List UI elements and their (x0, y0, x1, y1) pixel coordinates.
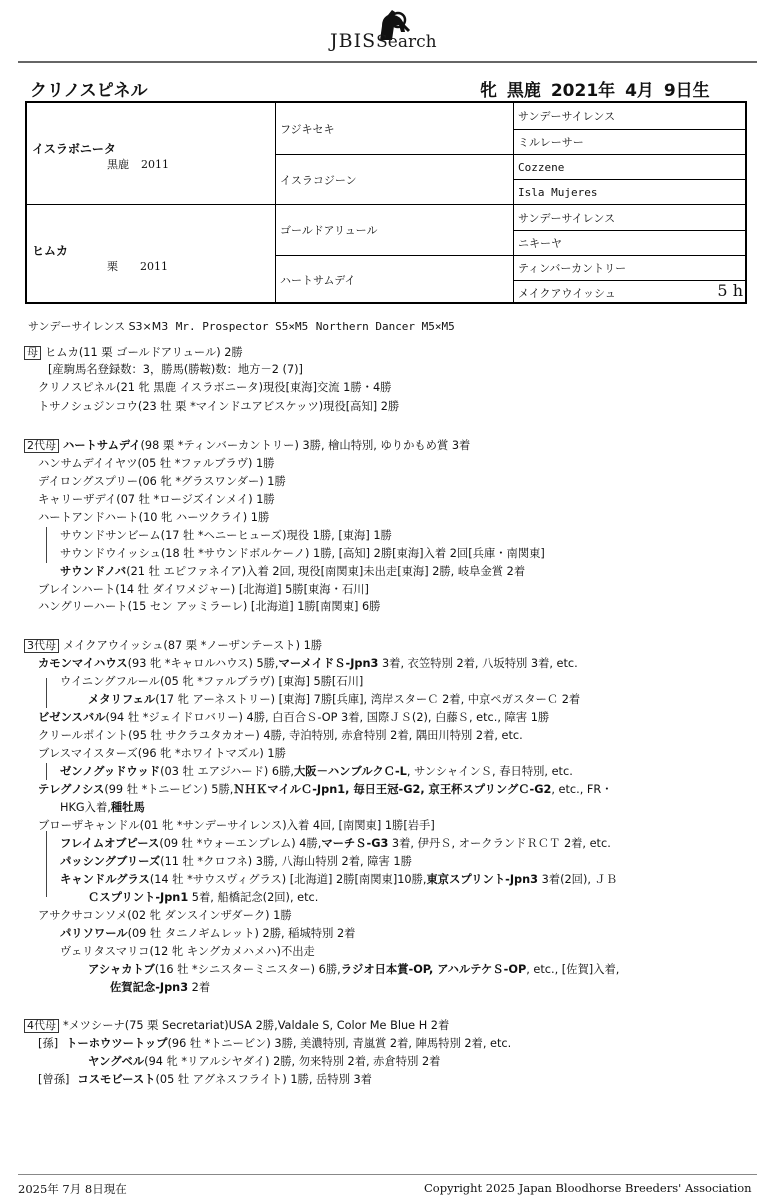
sire-year: 2011 (141, 158, 169, 171)
header-rule (18, 61, 757, 63)
family-line (60, 836, 611, 851)
ped-col2-cell[interactable] (275, 255, 513, 304)
horse-entry-name[interactable]: テレグノシス (38, 783, 105, 796)
entry-detail: 3着, 伊丹Ｓ, オークランドＲＣＴ 2着, etc. (388, 837, 611, 850)
ped-col2-cell[interactable] (275, 103, 513, 154)
family-line (38, 1072, 372, 1087)
family-line (60, 872, 617, 887)
entry-detail: (09 牡 タニノギムレット) 2勝, 稲城特別 2着 (127, 927, 356, 940)
ped-col3-name: Cozzene (518, 160, 565, 174)
ped-col3-name: Isla Mujeres (518, 185, 598, 199)
family-line (88, 890, 318, 905)
family-line (48, 362, 303, 377)
entry-detail: (94 牡 *ジェイドロバリー) 4勝, 白百合Ｓ-OP 3着, 国際ＪＳ(2), 白藤Ｓ, etc., 障害 1勝 (105, 711, 550, 724)
dam-color-year (107, 258, 168, 274)
family-line (60, 564, 525, 579)
logo-search-text: Search (376, 32, 437, 52)
dam-cell (27, 204, 275, 304)
horse-info: 牝 黒鹿 2021年 4月 9日生 (480, 81, 710, 101)
entry-detail: (17 牝 アーネストリー) [東海] 7勝[兵庫], 湾岸スターＣ 2着, 中京ペガスターＣ 2着 (155, 693, 581, 706)
entry-detail: , サンシャインＳ, 春日特別, etc. (406, 765, 573, 778)
pedigree-table (25, 101, 747, 304)
sire-cell (27, 103, 275, 204)
family-line (60, 764, 573, 779)
race-record: ラジオ日本賞-OP, アハルテケＳ-OP (340, 963, 527, 976)
family-line (38, 656, 578, 671)
generation-tag: 母 (24, 346, 41, 360)
dam-year: 2011 (140, 260, 168, 273)
horse-entry-name[interactable]: キャリーザデイ(07 牡 *ロージズインメイ) 1勝 (38, 493, 275, 506)
horse-entry-name[interactable]: デイロングスプリー(06 牝 *グラスワンダー) 1勝 (38, 475, 286, 488)
ped-col3-cell[interactable] (513, 103, 747, 129)
horse-entry-name[interactable]: サウンドサンビーム(17 牡 *ヘニーヒューズ)現役 1勝, [東海] 1勝 (60, 529, 392, 542)
horse-entry-name[interactable]: ハートアンドハート(10 牝 ハーツクライ) 1勝 (38, 511, 270, 524)
ped-col2-name: フジキセキ (280, 122, 335, 136)
race-record: ＮＨＫマイルＣ-Jpn1, 毎日王冠-G2, 京王杯スプリングＣ-G2 (233, 783, 552, 796)
ped-col2-cell[interactable] (275, 154, 513, 204)
entry-detail: (11 牡 *クロフネ) 3勝, 八海山特別 2着, 障害 1勝 (160, 855, 412, 868)
horse-entry-name[interactable]: フレイムオブピース (60, 837, 160, 850)
dam-name[interactable]: ヒムカ (32, 244, 69, 258)
horse-entry-name[interactable]: Ｃスプリント-Jpn1 (88, 891, 189, 904)
sire-color-year (107, 156, 169, 172)
horse-entry-name[interactable]: コスモビースト (77, 1073, 156, 1086)
horse-entry-name[interactable]: ハートサムデイ (63, 439, 141, 452)
race-record: マーメイドＳ-Jpn3 (278, 657, 379, 670)
family-code: 5 h (717, 281, 743, 300)
tree-line (46, 763, 47, 780)
horse-name: クリノスピネル (30, 81, 148, 101)
entry-detail: 3着(2回), ＪＢ (538, 873, 618, 886)
family-line (38, 380, 391, 395)
horse-entry-name[interactable]: ブレインハート(14 牡 ダイワメジャー) [北海道] 5勝[東海・石川] (38, 583, 369, 596)
as-of-date: 2025年 7月 8日現在 (18, 1182, 127, 1196)
family-line (88, 692, 580, 707)
horse-entry-name[interactable]: アシャカトブ (88, 963, 155, 976)
entry-detail: (16 牡 *シニスターミニスター) 6勝, (154, 963, 341, 976)
horse-entry-name[interactable]: トーホウツートップ (66, 1037, 168, 1050)
horse-entry-name[interactable]: *メツシーナ (63, 1019, 125, 1032)
horse-entry-name[interactable]: メタリフェル (88, 693, 156, 706)
family-line (24, 1018, 449, 1033)
jbis-search-logo[interactable] (330, 6, 460, 52)
horse-entry-name[interactable]: パリソワール (60, 927, 128, 940)
family-line (38, 582, 369, 597)
entry-detail: (93 牝 *キャロルハウス) 5勝, (127, 657, 279, 670)
ped-col3-cell[interactable] (513, 280, 747, 304)
generation-tag: 3代母 (24, 639, 59, 653)
horse-entry-name[interactable]: アサクサコンソメ(02 牝 ダンスインザダーク) 1勝 (38, 909, 292, 922)
ped-col3-cell[interactable] (513, 204, 747, 230)
entry-detail: , etc., [佐賀]入着, (526, 963, 620, 976)
race-record: 種牡馬 (110, 801, 145, 814)
family-line (60, 800, 145, 815)
entry-detail: (09 牡 *ウォーエンブレム) 4勝, (159, 837, 322, 850)
family-line (110, 980, 210, 995)
family-line (38, 818, 435, 833)
copyright: Copyright 2025 Japan Bloodhorse Breeders' Association (424, 1181, 752, 1195)
entry-detail: , etc., FR・ (551, 783, 613, 796)
ped-col3-cell[interactable] (513, 154, 747, 179)
horse-entry-name[interactable]: ヒムカ(11 栗 ゴールドアリュール) 2勝 (45, 346, 243, 359)
family-line (38, 474, 286, 489)
horse-entry-name[interactable]: ブレスマイスターズ(96 牝 *ホワイトマズル) 1勝 (38, 747, 286, 760)
ped-col3-cell[interactable] (513, 255, 747, 280)
horse-entry-name[interactable]: メイクアウイッシュ(87 栗 *ノーザンテースト) 1勝 (63, 639, 323, 652)
family-line (88, 962, 619, 977)
family-line (38, 782, 613, 797)
ped-col2-name: イスラコジーン (280, 173, 357, 187)
race-record: マーチＳ-G3 (321, 837, 389, 850)
entry-detail: 2着 (188, 981, 211, 994)
family-line (38, 710, 549, 725)
entry-detail: (94 牝 *リアルシヤダイ) 2勝, 勿来特別 2着, 赤倉特別 2着 (144, 1055, 441, 1068)
family-line (60, 854, 412, 869)
horse-entry-name[interactable]: キャンドルグラス (60, 873, 150, 886)
entry-detail: (21 牡 エピファネイア)入着 2回, 現役[南関東]未出走[東海] 2勝, 岐阜金賞 2着 (126, 565, 526, 578)
family-line (38, 492, 275, 507)
horse-entry-name[interactable]: クリノスピネル(21 牝 黒鹿 イスラボニータ)現役[東海]交流 1勝・4勝 (38, 381, 392, 394)
entry-detail: (96 牡 *トニービン) 3勝, 美濃特別, 青嵐賞 2着, 陣馬特別 2着, etc. (167, 1037, 512, 1050)
tree-line (46, 527, 47, 563)
inbreeding-item: Mr. Prospector S5×M5 (175, 320, 309, 333)
tree-line (46, 678, 47, 708)
family-line (24, 345, 243, 360)
ped-col3-cell[interactable] (513, 230, 747, 255)
tree-line (46, 831, 47, 897)
dam-color: 栗 (107, 260, 118, 273)
horse-entry-name[interactable]: ハンサムデイイヤツ(05 牡 *ファルブラヴ) 1勝 (38, 457, 275, 470)
horse-entry-name[interactable]: ヴェリタスマリコ(12 牝 キングカメハメハ)不出走 (60, 945, 315, 958)
entry-detail: 2着 (427, 1019, 450, 1032)
horse-entry-name[interactable]: [産駒馬名登録数：3，勝馬(勝鞍)数：地方－2 (7)] (48, 363, 303, 376)
logo-jbis-text: JBIS (330, 30, 377, 52)
ped-col3-name: ティンバーカントリー (518, 262, 627, 275)
horse-entry-name[interactable]: ヤングベル (88, 1055, 145, 1068)
entry-detail: Valdale S, Color Me Blue H (277, 1019, 428, 1032)
generation-tag: 2代母 (24, 439, 59, 453)
entry-detail: (98 栗 *ティンバーカントリー) 3勝, 檜山特別, ゆりかもめ賞 3着 (140, 439, 471, 452)
horse-entry-name[interactable]: ビゼンスバル (38, 711, 106, 724)
family-line (24, 438, 470, 453)
footer-rule (18, 1174, 757, 1175)
family-line (38, 746, 286, 761)
entry-detail: (03 牡 エアジハード) 6勝, (160, 765, 294, 778)
entry-detail: 5着, 船橋記念(2回), etc. (188, 891, 319, 904)
relation-label: [孫] (38, 1037, 59, 1050)
family-line (88, 1054, 440, 1069)
generation-tag: 4代母 (24, 1019, 59, 1033)
horse-entry-name[interactable]: HKG入着, (60, 801, 111, 814)
family-line (38, 728, 523, 743)
ped-col3-cell[interactable] (513, 179, 747, 204)
entry-detail: (99 牡 *トニービン) 5勝, (104, 783, 234, 796)
inbreeding-item: サンデーサイレンス S3×M3 (28, 320, 169, 333)
race-record: 東京スプリント-Jpn3 (426, 873, 539, 886)
horse-entry-name[interactable]: サウンドノバ (60, 565, 127, 578)
family-line (60, 944, 315, 959)
horse-entry-name[interactable]: クリールポイント(95 牡 サクラユタカオー) 4勝, 寺泊特別, 赤倉特別 2着, 隅田川特別 2着, etc. (38, 729, 523, 742)
ped-col3-name: サンデーサイレンス (518, 211, 616, 225)
entry-detail: 3着, 衣笠特別 2着, 八坂特別 3着, etc. (378, 657, 578, 670)
ped-col3-name: サンデーサイレンス (518, 110, 616, 123)
horse-entry-name[interactable]: 佐賀記念-Jpn3 (110, 981, 189, 994)
relation-label: [曾孫] (38, 1073, 70, 1086)
family-line (38, 399, 399, 414)
family-line (60, 546, 545, 561)
family-line (24, 638, 322, 653)
horse-entry-name[interactable]: ブローザキャンドル(01 牝 *サンデーサイレンス)入着 4回, [南関東] 1勝[岩手] (38, 819, 435, 832)
inbreeding-line (28, 318, 455, 334)
ped-col3-cell[interactable] (513, 129, 747, 154)
family-line (38, 1036, 511, 1051)
entry-detail: (75 栗 Secretariat)USA 2勝, (124, 1019, 278, 1032)
race-record: 大阪－ハンブルクＣ-L (293, 765, 407, 778)
ped-col2-name: ゴールドアリュール (280, 224, 378, 237)
family-line (60, 674, 363, 689)
horse-entry-name[interactable]: ハングリーハート(15 セン アッミラーレ) [北海道] 1勝[南関東] 6勝 (38, 600, 381, 613)
horse-entry-name[interactable]: ウイニングフルール(05 牝 *ファルブラヴ) [東海] 5勝[石川] (60, 675, 364, 688)
horse-entry-name[interactable]: サウンドウイッシュ(18 牡 *サウンドボルケーノ) 1勝, [高知] 2勝[東海]入着 2回[兵庫・南関東] (60, 547, 545, 560)
ped-col2-name: ハートサムデイ (280, 274, 356, 287)
horse-entry-name[interactable]: パッシングブリーズ (60, 855, 161, 868)
horse-entry-name[interactable]: ゼンノグッドウッド (60, 765, 161, 778)
ped-col2-cell[interactable] (275, 204, 513, 255)
sire-name[interactable]: イスラボニータ (32, 142, 116, 156)
horse-entry-name[interactable]: トサノシュジンコウ(23 牡 栗 *マインドユアビスケッツ)現役[高知] 2勝 (38, 400, 400, 413)
family-line (38, 456, 274, 471)
horse-entry-name[interactable]: カモンマイハウス (38, 657, 128, 670)
family-line (60, 926, 355, 941)
ped-col3-name: ミルレーサー (518, 136, 584, 149)
inbreeding-item: Northern Dancer M5×M5 (315, 320, 455, 333)
entry-detail: (14 牡 *サウスヴィグラス) [北海道] 2勝[南関東]10勝, (149, 873, 427, 886)
family-line (38, 908, 292, 923)
ped-col3-name: ニキーヤ (518, 237, 562, 250)
family-line (38, 599, 380, 614)
entry-detail: (05 牡 アグネスフライト) 1勝, 岳特別 3着 (155, 1073, 372, 1086)
family-line (38, 510, 269, 525)
ped-col3-name: メイクアウイッシュ (518, 286, 616, 300)
family-line (60, 528, 392, 543)
sire-color: 黒鹿 (107, 158, 129, 171)
